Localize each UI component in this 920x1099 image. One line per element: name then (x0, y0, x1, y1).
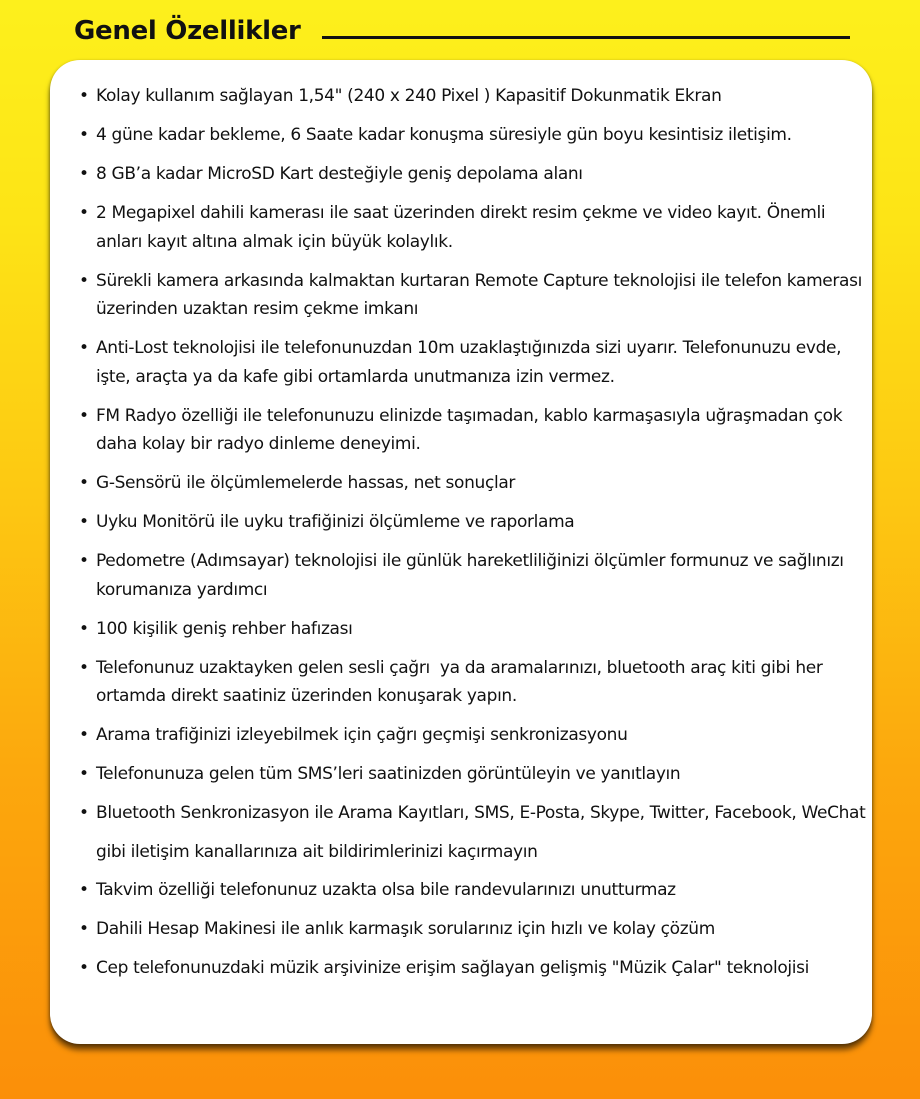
feature-item (79, 547, 869, 604)
bullet-icon: • (79, 164, 89, 184)
feature-item (79, 876, 869, 905)
title-underline-divider (322, 36, 850, 39)
feature-item (79, 721, 869, 750)
bullet-icon: • (79, 512, 89, 532)
feature-item (79, 654, 869, 711)
features-panel (50, 60, 872, 1044)
feature-text: 2 Megapixel dahili kamerası ile saat üzerinden direkt resim çekme ve video kayıt. Önemli anları kayıt altına almak için büyük kolaylık. (96, 203, 831, 252)
feature-text: G-Sensörü ile ölçümlemelerde hassas, net sonuçlar (96, 473, 516, 493)
bullet-icon: • (79, 86, 89, 106)
bullet-icon: • (79, 618, 89, 639)
feature-item (79, 615, 869, 644)
feature-text: Cep telefonunuzdaki müzik arşivinize erişim sağlayan gelişmiş "Müzik Çalar" teknolojisi (96, 958, 810, 978)
feature-item (79, 915, 869, 944)
feature-list (79, 82, 869, 993)
feature-text: Pedometre (Adımsayar) teknolojisi ile günlük hareketliliğinizi ölçümler formunuz ve sağlınızı korumanıza yardımcı (96, 551, 849, 600)
bullet-icon: • (79, 203, 89, 223)
bullet-icon: • (79, 270, 89, 291)
feature-text: Telefonunuz uzaktayken gelen sesli çağrı ya da aramalarınızı, bluetooth araç kiti gibi her ortamda direkt saatiniz üzerinden konuşarak yapın. (96, 657, 828, 706)
feature-text: Telefonunuza gelen tüm SMS’leri saatinizden görüntüleyin ve yanıtlayın (96, 764, 681, 784)
section-title: Genel Özellikler (74, 16, 301, 46)
bullet-icon: • (79, 958, 89, 978)
section-header (74, 14, 854, 48)
bullet-icon: • (79, 725, 89, 745)
bullet-icon: • (79, 803, 89, 823)
feature-item (79, 199, 869, 256)
feature-item (79, 121, 869, 150)
feature-text: 4 güne kadar bekleme, 6 Saate kadar konuşma süresiyle gün boyu kesintisiz iletişim. (96, 125, 792, 145)
feature-text: 100 kişilik geniş rehber hafızası (96, 618, 353, 639)
feature-text: 8 GB’a kadar MicroSD Kart desteğiyle geniş depolama alanı (96, 164, 583, 184)
feature-item (79, 402, 869, 459)
bullet-icon: • (79, 473, 89, 493)
feature-item (79, 949, 869, 988)
bullet-icon: • (79, 764, 89, 784)
feature-text: Dahili Hesap Makinesi ile anlık karmaşık sorularınız için hızlı ve kolay çözüm (96, 919, 715, 939)
bullet-icon: • (79, 551, 89, 571)
feature-item (79, 469, 869, 498)
feature-text: Takvim özelliği telefonunuz uzakta olsa bile randevularınızı unutturmaz (96, 880, 676, 900)
feature-text: Sürekli kamera arkasında kalmaktan kurtaran Remote Capture teknolojisi ile telefon kamerası üzerinden uzaktan resim çekme imkanı (96, 270, 868, 319)
bullet-icon: • (79, 657, 89, 678)
bullet-icon: • (79, 405, 89, 426)
bullet-icon: • (79, 338, 89, 358)
feature-item (79, 508, 869, 537)
bullet-icon: • (79, 880, 89, 900)
feature-item (79, 334, 869, 391)
feature-item (79, 267, 869, 324)
feature-text: Anti-Lost teknolojisi ile telefonunuzdan 10m uzaklaştığınızda sizi uyarır. Telefonunuzu evde, işte, araçta ya da kafe gibi ortamlarda unutmanıza izin vermez. (96, 338, 847, 387)
feature-text: Kolay kullanım sağlayan 1,54" (240 x 240 Pixel ) Kapasitif Dokunmatik Ekran (96, 86, 722, 106)
feature-text: Uyku Monitörü ile uyku trafiğinizi ölçümleme ve raporlama (96, 512, 575, 532)
feature-text: Arama trafiğinizi izleyebilmek için çağrı geçmişi senkronizasyonu (96, 725, 628, 745)
bullet-icon: • (79, 919, 89, 939)
feature-item (79, 160, 869, 189)
feature-text: FM Radyo özelliği ile telefonunuzu elinizde taşımadan, kablo karmaşasıyla uğraşmadan çok daha kolay bir radyo dinleme deneyimi. (96, 405, 848, 454)
feature-text: Bluetooth Senkronizasyon ile Arama Kayıtları, SMS, E-Posta, Skype, Twitter, Facebook, WeChat gibi iletişim kanallarınıza ait bildirimlerinizi kaçırmayın (96, 803, 871, 862)
bullet-icon: • (79, 125, 89, 145)
feature-item (79, 82, 869, 111)
feature-item (79, 760, 869, 789)
feature-item (79, 794, 869, 871)
